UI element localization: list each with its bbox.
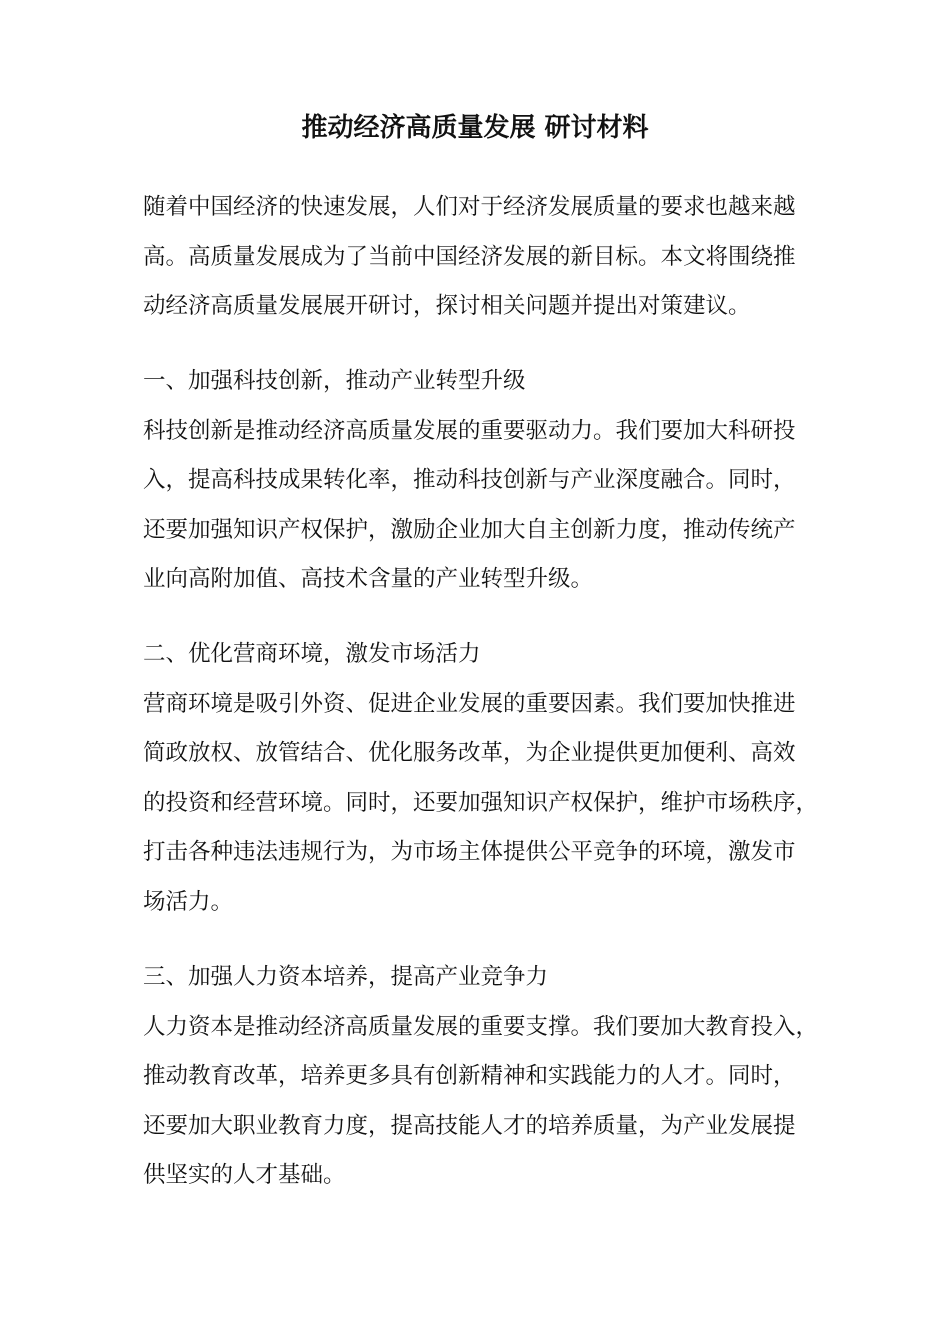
paragraph-line: 还要加大职业教育力度，提高技能人才的培养质量，为产业发展提 bbox=[143, 1112, 796, 1139]
paragraph-line: 高。高质量发展成为了当前中国经济发展的新目标。本文将围绕推 bbox=[143, 243, 796, 270]
paragraph-line: 的投资和经营环境。同时，还要加强知识产权保护，维护市场秩序， bbox=[143, 789, 819, 816]
paragraph-line: 营商环境是吸引外资、促进企业发展的重要因素。我们要加快推进 bbox=[143, 690, 796, 717]
section-human-capital bbox=[143, 953, 843, 1201]
document-title: 推动经济高质量发展 研讨材料 bbox=[301, 113, 649, 143]
paragraph-line: 业向高附加值、高技术含量的产业转型升级。 bbox=[143, 566, 594, 592]
section-science-innovation bbox=[143, 357, 843, 605]
paragraph-line: 还要加强知识产权保护，激励企业加大自主创新力度，推动传统产 bbox=[143, 516, 796, 543]
section-heading: 二、优化营商环境，激发市场活力 bbox=[143, 641, 481, 667]
paragraph-line: 打击各种违法违规行为，为市场主体提供公平竞争的环境，激发市 bbox=[143, 839, 796, 865]
paragraph-line: 简政放权、放管结合、优化服务改革，为企业提供更加便利、高效 bbox=[143, 740, 796, 766]
intro-paragraph bbox=[143, 183, 843, 332]
section-business-environment bbox=[143, 630, 843, 927]
section-heading: 一、加强科技创新，推动产业转型升级 bbox=[143, 368, 526, 394]
paragraph-line: 人力资本是推动经济高质量发展的重要支撑。我们要加大教育投入， bbox=[143, 1013, 819, 1040]
paragraph-line: 入，提高科技成果转化率，推动科技创新与产业深度融合。同时， bbox=[143, 467, 796, 493]
section-heading: 三、加强人力资本培养，提高产业竞争力 bbox=[143, 964, 549, 990]
paragraph-line: 场活力。 bbox=[143, 888, 234, 915]
paragraph-line: 科技创新是推动经济高质量发展的重要驱动力。我们要加大科研投 bbox=[143, 417, 796, 444]
paragraph-line: 供坚实的人才基础。 bbox=[143, 1162, 346, 1188]
paragraph-line: 动经济高质量发展展开研讨，探讨相关问题并提出对策建议。 bbox=[143, 293, 751, 319]
paragraph-line: 随着中国经济的快速发展，人们对于经济发展质量的要求也越来越 bbox=[143, 194, 796, 220]
paragraph-line: 推动教育改革，培养更多具有创新精神和实践能力的人才。同时， bbox=[143, 1063, 796, 1089]
